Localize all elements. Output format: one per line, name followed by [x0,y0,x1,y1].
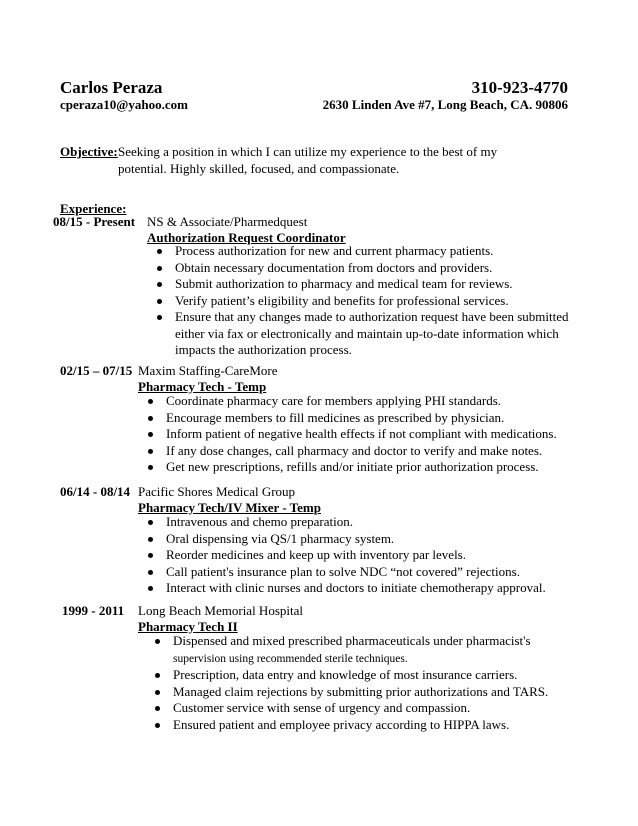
bullet-item: Obtain necessary documentation from doctors and providers. [155,260,570,277]
bullet-item: Interact with clinic nurses and doctors to initiate chemotherapy approval. [146,580,586,597]
entry-dates: 06/14 - 08/14 [60,484,131,499]
bullet-item: Inform patient of negative health effects if not compliant with medications. [146,426,586,443]
phone-number: 310-923-4770 [471,78,568,97]
bullet-text: Dispensed and mixed prescribed pharmaceuticals under pharmacist's [173,633,531,648]
entry-title: Authorization Request Coordinator [147,230,346,245]
entry-company: Pacific Shores Medical Group [138,484,296,499]
bullet-item: Process authorization for new and current pharmacy patients. [155,243,570,260]
entry-title: Pharmacy Tech/IV Mixer - Temp [138,500,321,515]
bullet-item: Oral dispensing via QS/1 pharmacy system. [146,531,586,548]
bullet-item: Verify patient’s eligibility and benefits for professional services. [155,293,570,310]
bullet-item: Ensured patient and employee privacy according to HIPPA laws. [153,717,583,734]
mailing-address: 2630 Linden Ave #7, Long Beach, CA. 90806 [322,97,568,112]
bullet-item: Prescription, data entry and knowledge of most insurance carriers. [153,667,583,684]
entry-bullets [155,243,570,359]
entry-dates: 02/15 – 07/15 [60,363,133,378]
bullet-item: Get new prescriptions, refills and/or initiate prior authorization process. [146,459,586,476]
bullet-continuation: supervision using recommended sterile techniques. [173,652,408,665]
entry-company: Long Beach Memorial Hospital [138,603,303,618]
bullet-item: Coordinate pharmacy care for members applying PHI standards. [146,393,586,410]
entry-bullets [153,633,583,733]
entry-company: NS & Associate/Pharmedquest [147,214,308,229]
bullet-item: Intravenous and chemo preparation. [146,514,586,531]
entry-dates: 1999 - 2011 [62,603,125,618]
bullet-item: Customer service with sense of urgency and compassion. [153,700,583,717]
entry-company: Maxim Staffing-CareMore [138,363,278,378]
entry-dates: 08/15 - Present [53,214,136,229]
bullet-item: Submit authorization to pharmacy and medical team for reviews. [155,276,570,293]
bullet-item: Managed claim rejections by submitting prior authorizations and TARS. [153,684,583,701]
objective-label: Objective: [60,144,118,159]
candidate-name: Carlos Peraza [60,78,163,97]
entry-bullets [146,514,586,597]
experience-label: Experience: [60,201,127,216]
entry-bullets [146,393,586,476]
entry-title: Pharmacy Tech II [138,619,238,634]
bullet-item: Ensure that any changes made to authorization request have been submitted either via fax or electronically and maintain up-to-date information which impacts the authorization process. [155,309,570,359]
email-address: cperaza10@yahoo.com [60,97,188,112]
bullet-item: Encourage members to fill medicines as prescribed by physician. [146,410,586,427]
objective-text: Seeking a position in which I can utilize my experience to the best of my potential. Highly skilled, focused, and compassionate. [118,144,498,176]
bullet-item [153,633,583,667]
bullet-item: If any dose changes, call pharmacy and doctor to verify and make notes. [146,443,586,460]
entry-title: Pharmacy Tech - Temp [138,379,267,394]
bullet-item: Call patient's insurance plan to solve NDC “not covered” rejections. [146,564,586,581]
bullet-item: Reorder medicines and keep up with inventory par levels. [146,547,586,564]
